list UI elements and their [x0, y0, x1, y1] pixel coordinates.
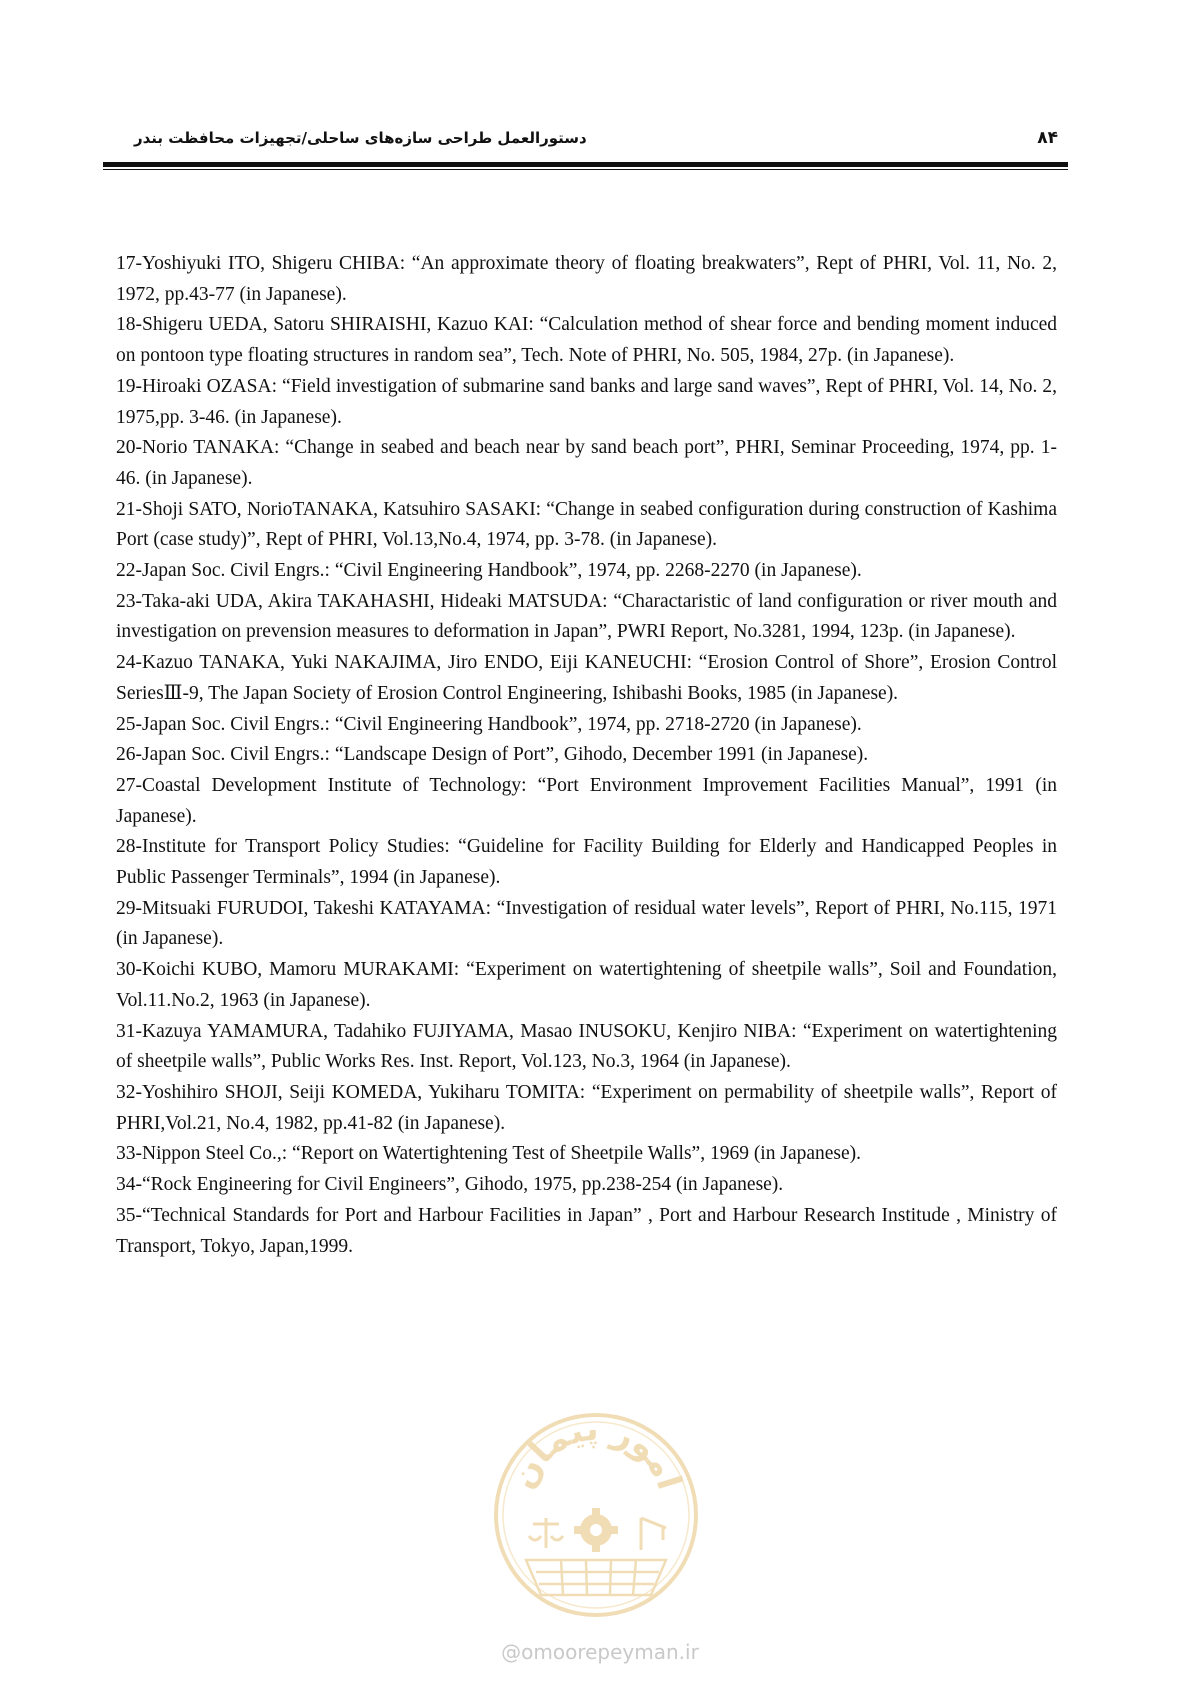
reference-19: 19-Hiroaki OZASA: “Field investigation of submarine sand banks and large sand waves”, Rept of PHRI, Vol. 14, No. 2, 1975,pp. 3-46. (in Japanese). — [116, 375, 1057, 428]
reference-33: 33-Nippon Steel Co.,: “Report on Watertightening Test of Sheetpile Walls”, 1969 (in Japanese). — [116, 1143, 862, 1165]
reference-18: 18-Shigeru UEDA, Satoru SHIRAISHI, Kazuo KAI: “Calculation method of shear force and bending moment induced on pontoon type floating structures in random sea”, Tech. Note of PHRI, No. 505, 1984, 27p. (in Japanese). — [116, 314, 1057, 367]
reference-17: 17-Yoshiyuki ITO, Shigeru CHIBA: “An approximate theory of floating breakwaters”, Rept of PHRI, Vol. 11, No. 2, 1972, pp.43-77 (in Japanese). — [116, 253, 1057, 305]
reference-24: 24-Kazuo TANAKA, Yuki NAKAJIMA, Jiro ENDO, Eiji KANEUCHI: “Erosion Control of Shore”, Erosion Control SeriesⅢ-9, The Japan Society of Erosion Control Engineering, Ishibashi Books, 1985 (in Japanese). — [116, 652, 1057, 704]
crane-icon — [641, 1518, 666, 1550]
reference-27: 27-Coastal Development Institute of Technology: “Port Environment Improvement Facilities Manual”, 1991 (in Japanese). — [116, 774, 1057, 827]
header-rule-thin — [103, 169, 1068, 170]
grid-icon — [526, 1560, 666, 1595]
reference-20: 20-Norio TANAKA: “Change in seabed and beach near by sand beach port”, PHRI, Seminar Proceeding, 1974, pp. 1-46. (in Japanese). — [116, 437, 1057, 489]
reference-35: 35-“Technical Standards for Port and Harbour Facilities in Japan” , Port and Harbour Research Institude , Ministry of Transport, Tokyo, Japan,1999. — [116, 1204, 1057, 1257]
watermark-site: @omoorepeyman.ir — [501, 1640, 699, 1664]
watermark-logo — [491, 1410, 701, 1620]
reference-31: 31-Kazuya YAMAMURA, Tadahiko FUJIYAMA, Masao INUSOKU, Kenjiro NIBA: “Experiment on watertightening of sheetpile walls”, Public Works Res. Inst. Report, Vol.123, No.3, 1964 (in Japanese). — [116, 1020, 1057, 1073]
svg-text:امور پیمان — [503, 1410, 690, 1495]
reference-30: 30-Koichi KUBO, Mamoru MURAKAMI: “Experiment on watertightening of sheetpile walls”, Soil and Foundation, Vol.11.No.2, 1963 (in Japanese). — [116, 959, 1057, 1011]
watermark-logo-text: امور پیمان — [502, 1410, 690, 1495]
reference-26: 26-Japan Soc. Civil Engrs.: “Landscape Design of Port”, Gihodo, December 1991 (in Japanese). — [116, 744, 869, 766]
running-header — [134, 128, 1058, 154]
header-rule — [103, 162, 1068, 167]
reference-28: 28-Institute for Transport Policy Studies: “Guideline for Facility Building for Elderly and Handicapped Peoples in Public Passenger Terminals”, 1994 (in Japanese). — [116, 836, 1057, 889]
reference-34: 34-“Rock Engineering for Civil Engineers”, Gihodo, 1975, pp.238-254 (in Japanese). — [116, 1174, 784, 1196]
reference-25: 25-Japan Soc. Civil Engrs.: “Civil Engineering Handbook”, 1974, pp. 2718-2720 (in Japanese). — [116, 713, 862, 735]
reference-22: 22-Japan Soc. Civil Engrs.: “Civil Engineering Handbook”, 1974, pp. 2268-2270 (in Japanese). — [116, 560, 862, 582]
reference-23: 23-Taka-aki UDA, Akira TAKAHASHI, Hideaki MATSUDA: “Charactaristic of land configuration or river mouth and investigation on prevension measures to deformation in Japan”, PWRI Report, No.3281, 1994, 123p. (in Japanese). — [116, 590, 1057, 643]
reference-21: 21-Shoji SATO, NorioTANAKA, Katsuhiro SASAKI: “Change in seabed configuration during construction of Kashima Port (case study)”, Rept of PHRI, Vol.13,No.4, 1974, pp. 3-78. (in Japanese). — [116, 498, 1057, 551]
book-title: دستورالعمل طراحی سازه‌های ساحلی/تجهیزات محافظت بندر — [134, 129, 587, 147]
reference-29: 29-Mitsuaki FURUDOI, Takeshi KATAYAMA: “Investigation of residual water levels”, Report of PHRI, No.115, 1971 (in Japanese). — [116, 897, 1057, 950]
scales-icon — [529, 1518, 563, 1548]
page-number: ۸۴ — [1037, 128, 1058, 148]
reference-list — [116, 249, 1057, 1262]
reference-32: 32-Yoshihiro SHOJI, Seiji KOMEDA, Yukiharu TOMITA: “Experiment on permability of sheetpile walls”, Report of PHRI,Vol.21, No.4, 1982, pp.41-82 (in Japanese). — [116, 1081, 1057, 1134]
